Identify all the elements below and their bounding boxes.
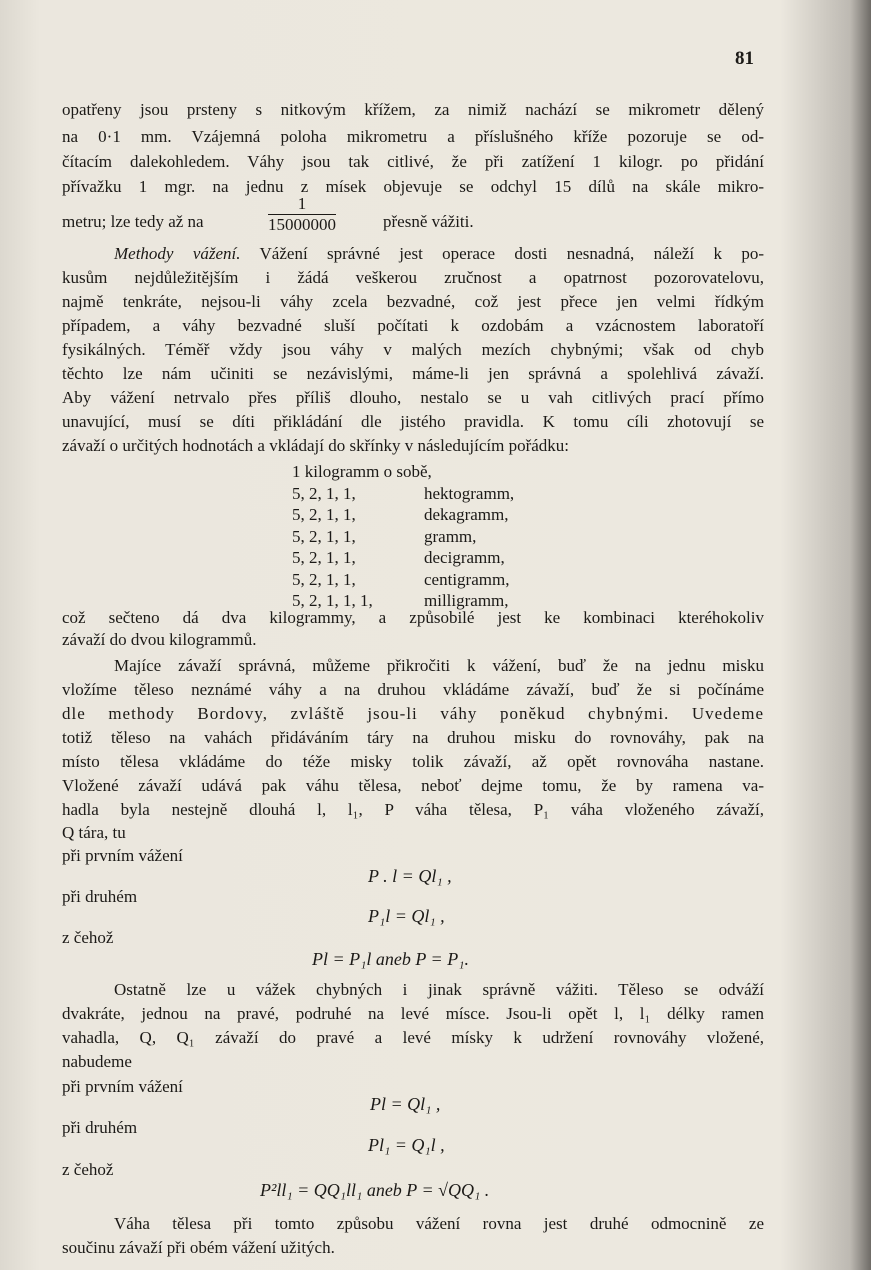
equation: Pl = P₁l aneb P = P₁.	[312, 949, 469, 969]
text-line: unavující, musí se díti přikládání dle jistého pravidla. K tomu cíli zhotovují se	[62, 412, 764, 431]
text-line: vahadla, Q, Q₁ závaží do pravé a levé mísky k udržení rovnováhy vložené,	[62, 1028, 764, 1047]
fraction-denominator: 15000000	[268, 215, 336, 234]
text-line: fysikálných. Téměř vždy jsou váhy v malých mezích chybnými; však od chyb	[62, 340, 764, 359]
list-item-unit: dekagramm,	[424, 505, 509, 524]
list-item	[292, 461, 514, 483]
list-item-numbers: 5, 2, 1, 1, 1,	[292, 591, 373, 610]
equation-label: z čehož	[62, 1160, 114, 1179]
text-line: případem, a váhy bezvadné sluší počítati k ozdobám a vzácnostem laboratoří	[62, 316, 764, 335]
list-item	[292, 526, 514, 548]
text-line: Váha tělesa při tomto způsobu vážení rovna jest druhé odmocnině ze	[114, 1214, 764, 1233]
text-line: závaží o určitých hodnotách a vkládají do skřínky v následujícím pořádku:	[62, 436, 570, 455]
text-line: což sečteno dá dva kilogrammy, a způsobilé jest ke kombinaci kteréhokoliv	[62, 608, 764, 627]
fraction	[268, 194, 336, 235]
section-heading-line	[62, 244, 764, 264]
equation-label: při prvním vážení	[62, 1077, 183, 1096]
list-item	[292, 569, 514, 591]
equation: Pl = Ql₁ ,	[370, 1094, 441, 1114]
equation: Pl₁ = Q₁l ,	[368, 1135, 445, 1155]
list-item-unit: gramm,	[424, 526, 477, 546]
list-item-unit: centigramm,	[424, 569, 510, 589]
text-line: najmě tenkráte, nejsou-li váhy zcela bezvadné, což jest přece jen velmi řídkým	[62, 292, 764, 311]
text-line: Aby vážení netrvalo přes příliš dlouho, nestalo se u vah citlivých prací přímo	[62, 388, 764, 407]
list-item-numbers: 5, 2, 1, 1,	[292, 526, 356, 546]
equation-label: z čehož	[62, 928, 114, 947]
list-item	[292, 504, 514, 526]
list-item-unit: hektogramm,	[424, 483, 515, 503]
fraction-numerator: 1	[268, 194, 336, 215]
text-line: na 0·1 mm. Vzájemná poloha mikrometru a příslušného kříže pozoruje se od-	[62, 127, 764, 146]
equation: P . l = Ql₁ ,	[368, 866, 452, 886]
text-line: kusům nejdůležitějším i žádá veškerou zručnost a opatrnost pozorovatelovu,	[62, 268, 764, 287]
text-line: Vložené závaží udává pak váhu tělesa, neboť dejme tomu, že by ramena va-	[62, 776, 764, 795]
equation: P²ll₁ = QQ₁ll₁ aneb P = √QQ₁ .	[260, 1180, 490, 1200]
text-line: opatřeny jsou prsteny s nitkovým křížem, za nimiž nachází se mikrometr dělený	[62, 100, 764, 119]
section-heading: Methody vážení.	[114, 244, 241, 263]
text-line: Ostatně lze u vážek chybných i jinak správně vážiti. Těleso se odváží	[114, 980, 764, 999]
list-item-numbers: 5, 2, 1, 1,	[292, 548, 356, 567]
text-line: dle methody Bordovy, zvláště jsou-li váhy poněkud chybnými. Uvedeme	[62, 704, 764, 723]
list-item	[292, 547, 514, 569]
list-item	[292, 483, 514, 505]
text-line: hadla byla nestejně dlouhá l, l₁, P váha tělesa, P₁ váha vloženého závaží,	[62, 800, 764, 819]
list-item-numbers: 5, 2, 1, 1,	[292, 569, 356, 589]
text-line: těchto lze nám učiniti se nezávislými, máme-li jen správná a spolehlivá závaží.	[62, 364, 764, 383]
weights-list	[292, 461, 514, 612]
text-line: místo tělesa vkládáme do téže misky tolik závaží, až opět rovnováha nastane.	[62, 752, 764, 771]
text-line: vložíme těleso neznámé váhy a na druhou vkládáme závaží, buď že si počínáme	[62, 680, 764, 699]
page-number: 81	[735, 48, 754, 69]
equation-label: při druhém	[62, 1118, 138, 1137]
list-item-numbers: 5, 2, 1, 1,	[292, 505, 356, 524]
text-line: přívažku 1 mgr. na jednu z mísek objevuje se odchyl 15 dílů na skále mikro-	[62, 177, 764, 196]
text-line: dvakráte, jednou na pravé, podruhé na levé mísce. Jsou-li opět l, l₁ délky ramen	[62, 1004, 764, 1023]
text-line: nabudeme	[62, 1052, 132, 1071]
fraction-line-end: přesně vážiti.	[383, 212, 474, 231]
text-line: čítacím dalekohledem. Váhy jsou tak citlivé, že při zatížení 1 kilogr. po přidání	[62, 152, 764, 171]
equation-label: při prvním vážení	[62, 846, 183, 865]
text-line: součinu závaží při obém vážení užitých.	[62, 1238, 335, 1257]
list-item-unit: milligramm,	[424, 591, 509, 610]
fraction-line-start: metru; lze tedy až na	[62, 212, 204, 231]
list-item-unit: decigramm,	[424, 548, 505, 567]
text-line: závaží do dvou kilogrammů.	[62, 630, 257, 649]
list-item-numbers: 5, 2, 1, 1,	[292, 483, 356, 503]
equation: P₁l = Ql₁ ,	[368, 906, 445, 926]
equation-label: při druhém	[62, 887, 138, 906]
text-line: totiž těleso na vahách přidáváním táry na druhou misku do rovnováhy, pak na	[62, 728, 764, 747]
text-line: Q tára, tu	[62, 823, 126, 842]
text-line: Majíce závaží správná, můžeme přikročiti k vážení, buď že na jednu misku	[114, 656, 764, 675]
list-item-numbers: 1 kilogramm o sobě,	[292, 462, 432, 481]
text-line: Vážení správné jest operace dosti nesnadná, náleží k po-	[259, 244, 764, 263]
